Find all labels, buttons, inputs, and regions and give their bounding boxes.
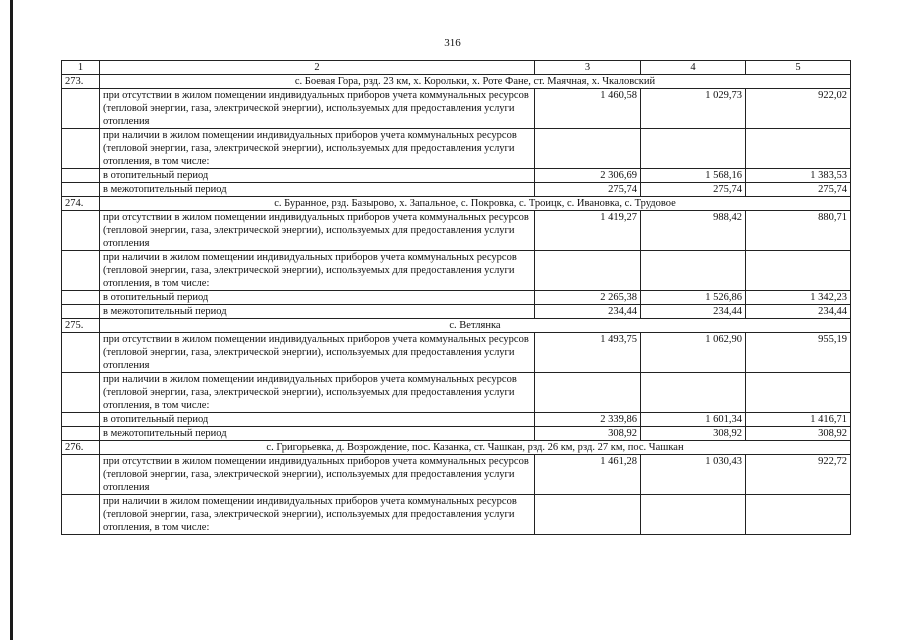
row-description: в межотопительный период (100, 183, 535, 197)
value-col5 (746, 373, 851, 413)
value-col5: 234,44 (746, 305, 851, 319)
blank-cell (62, 291, 100, 305)
blank-cell (62, 129, 100, 169)
value-col5: 1 342,23 (746, 291, 851, 305)
table-row (62, 305, 851, 319)
row-description: при отсутствии в жилом помещении индивидуальных приборов учета коммунальных ресурсов (тепловой энергии, газа, электрической энергии), используемых для предоставления услуги отопления (100, 455, 535, 495)
value-col5 (746, 129, 851, 169)
value-col3: 1 460,58 (535, 89, 641, 129)
value-col4 (641, 495, 746, 535)
section-row (62, 75, 851, 89)
value-col3: 2 339,86 (535, 413, 641, 427)
blank-cell (62, 495, 100, 535)
blank-cell (62, 455, 100, 495)
value-col4: 308,92 (641, 427, 746, 441)
table-row (62, 373, 851, 413)
value-col4: 1 062,90 (641, 333, 746, 373)
table-row (62, 427, 851, 441)
row-description: в отопительный период (100, 413, 535, 427)
column-header: 4 (641, 61, 746, 75)
value-col4: 1 030,43 (641, 455, 746, 495)
table-row (62, 495, 851, 535)
table-row (62, 183, 851, 197)
value-col3 (535, 129, 641, 169)
value-col3: 2 306,69 (535, 169, 641, 183)
table-row (62, 333, 851, 373)
value-col5: 955,19 (746, 333, 851, 373)
section-row (62, 441, 851, 455)
row-description: при наличии в жилом помещении индивидуальных приборов учета коммунальных ресурсов (тепловой энергии, газа, электрической энергии), используемых для предоставления услуги отопления, в том числе: (100, 129, 535, 169)
table-row (62, 413, 851, 427)
table-row (62, 169, 851, 183)
tariff-table (61, 60, 851, 535)
blank-cell (62, 89, 100, 129)
value-col4 (641, 251, 746, 291)
value-col5 (746, 251, 851, 291)
section-location: с. Буранное, рзд. Базырово, х. Запальное, с. Покровка, с. Троицк, с. Ивановка, с. Трудовое (100, 197, 851, 211)
value-col5: 275,74 (746, 183, 851, 197)
table-row (62, 455, 851, 495)
section-number: 273. (62, 75, 100, 89)
column-header: 2 (100, 61, 535, 75)
value-col3 (535, 251, 641, 291)
column-header: 5 (746, 61, 851, 75)
column-header: 3 (535, 61, 641, 75)
table-row (62, 89, 851, 129)
section-row (62, 197, 851, 211)
blank-cell (62, 427, 100, 441)
section-location: с. Григорьевка, д. Возрождение, пос. Казанка, ст. Чашкан, рзд. 26 км, рзд. 27 км, пос. Чашкан (100, 441, 851, 455)
column-header: 1 (62, 61, 100, 75)
value-col3: 2 265,38 (535, 291, 641, 305)
section-number: 274. (62, 197, 100, 211)
value-col5 (746, 495, 851, 535)
table-row (62, 251, 851, 291)
value-col5: 922,72 (746, 455, 851, 495)
value-col4: 988,42 (641, 211, 746, 251)
value-col4: 1 601,34 (641, 413, 746, 427)
section-location: с. Ветлянка (100, 319, 851, 333)
blank-cell (62, 413, 100, 427)
blank-cell (62, 373, 100, 413)
blank-cell (62, 169, 100, 183)
page-number: 316 (444, 37, 461, 49)
row-description: в межотопительный период (100, 427, 535, 441)
blank-cell (62, 183, 100, 197)
value-col3: 275,74 (535, 183, 641, 197)
value-col3: 1 493,75 (535, 333, 641, 373)
value-col3 (535, 495, 641, 535)
value-col4: 234,44 (641, 305, 746, 319)
blank-cell (62, 333, 100, 373)
row-description: при наличии в жилом помещении индивидуальных приборов учета коммунальных ресурсов (тепловой энергии, газа, электрической энергии), используемых для предоставления услуги отопления, в том числе: (100, 495, 535, 535)
value-col4: 275,74 (641, 183, 746, 197)
value-col5: 308,92 (746, 427, 851, 441)
row-description: при наличии в жилом помещении индивидуальных приборов учета коммунальных ресурсов (тепловой энергии, газа, электрической энергии), используемых для предоставления услуги отопления, в том числе: (100, 251, 535, 291)
table-row (62, 211, 851, 251)
value-col3: 1 419,27 (535, 211, 641, 251)
value-col5: 880,71 (746, 211, 851, 251)
value-col3: 234,44 (535, 305, 641, 319)
section-number: 276. (62, 441, 100, 455)
section-row (62, 319, 851, 333)
table-header-row (62, 61, 851, 75)
value-col5: 1 383,53 (746, 169, 851, 183)
value-col5: 922,02 (746, 89, 851, 129)
table-row (62, 129, 851, 169)
value-col3 (535, 373, 641, 413)
value-col4 (641, 373, 746, 413)
row-description: при отсутствии в жилом помещении индивидуальных приборов учета коммунальных ресурсов (тепловой энергии, газа, электрической энергии), используемых для предоставления услуги отопления (100, 211, 535, 251)
row-description: в отопительный период (100, 291, 535, 305)
row-description: в отопительный период (100, 169, 535, 183)
blank-cell (62, 251, 100, 291)
table-row (62, 291, 851, 305)
blank-cell (62, 305, 100, 319)
section-number: 275. (62, 319, 100, 333)
value-col4 (641, 129, 746, 169)
value-col5: 1 416,71 (746, 413, 851, 427)
row-description: при наличии в жилом помещении индивидуальных приборов учета коммунальных ресурсов (тепловой энергии, газа, электрической энергии), используемых для предоставления услуги отопления, в том числе: (100, 373, 535, 413)
row-description: в межотопительный период (100, 305, 535, 319)
row-description: при отсутствии в жилом помещении индивидуальных приборов учета коммунальных ресурсов (тепловой энергии, газа, электрической энергии), используемых для предоставления услуги отопления (100, 89, 535, 129)
value-col4: 1 029,73 (641, 89, 746, 129)
page-binding-edge (10, 0, 13, 640)
blank-cell (62, 211, 100, 251)
value-col4: 1 526,86 (641, 291, 746, 305)
section-location: с. Боевая Гора, рзд. 23 км, х. Корольки, х. Роте Фане, ст. Маячная, х. Чкаловский (100, 75, 851, 89)
value-col4: 1 568,16 (641, 169, 746, 183)
value-col3: 308,92 (535, 427, 641, 441)
row-description: при отсутствии в жилом помещении индивидуальных приборов учета коммунальных ресурсов (тепловой энергии, газа, электрической энергии), используемых для предоставления услуги отопления (100, 333, 535, 373)
value-col3: 1 461,28 (535, 455, 641, 495)
